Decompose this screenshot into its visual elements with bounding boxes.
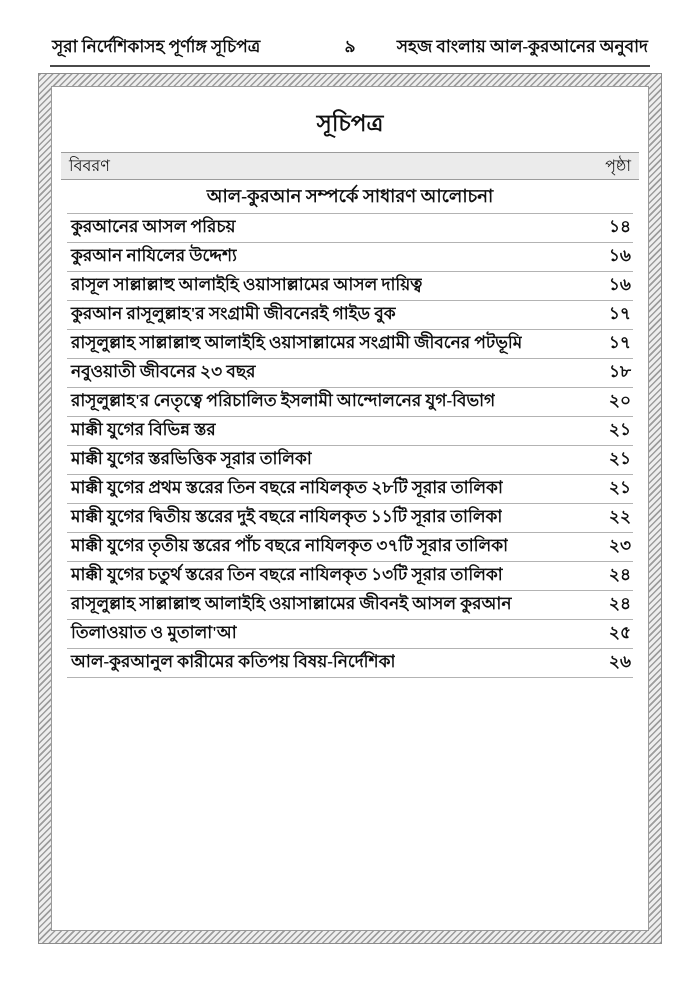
toc-entry-row xyxy=(67,388,633,417)
toc-entry-row xyxy=(67,620,633,649)
toc-entry-page: ২৫ xyxy=(608,623,631,642)
toc-entry-page: ১৭ xyxy=(608,333,631,352)
toc-entry-label: কুরআন নাযিলের উদ্দেশ্য xyxy=(71,246,237,265)
toc-entry-label: মাক্কী যুগের দ্বিতীয় স্তরের দুই বছরে নাযিলকৃত ১১টি সূরার তালিকা xyxy=(71,507,503,526)
column-description-label: বিবরণ xyxy=(69,157,110,175)
toc-entry-row xyxy=(67,301,633,330)
column-page-label: পৃষ্ঠা xyxy=(605,157,631,175)
toc-entry-row xyxy=(67,504,633,533)
toc-entry-label: মাক্কী যুগের প্রথম স্তরের তিন বছরে নাযিলকৃত ২৮টি সূরার তালিকা xyxy=(71,478,503,497)
toc-entry-row xyxy=(67,330,633,359)
toc-entry-label: মাক্কী যুগের স্তরভিত্তিক সূরার তালিকা xyxy=(71,449,312,468)
toc-entry-label: তিলাওয়াত ও মুতালা'আ xyxy=(71,623,237,642)
toc-section-heading: আল-কুরআন সম্পর্কে সাধারণ আলোচনা xyxy=(206,186,494,206)
decorative-border-frame xyxy=(38,73,662,944)
header-divider-rule xyxy=(50,65,650,67)
toc-entry-page: ২২ xyxy=(608,507,631,526)
toc-entry-page: ২১ xyxy=(608,478,631,497)
toc-entry-page: ২৪ xyxy=(608,565,631,584)
toc-entry-row xyxy=(67,446,633,475)
toc-entry-page: ২৬ xyxy=(608,652,631,671)
toc-entry-label: মাক্কী যুগের চতুর্থ স্তরের তিন বছরে নাযিলকৃত ১৩টি সূরার তালিকা xyxy=(71,565,503,584)
toc-entry-row xyxy=(67,272,633,301)
toc-entry-page: ২১ xyxy=(608,449,631,468)
toc-entry-label: আল-কুরআনুল কারীমের কতিপয় বিষয়-নির্দেশিকা xyxy=(71,652,396,671)
toc-entry-label: রাসূলুল্লাহ সাল্লাল্লাহু আলাইহি ওয়াসাল্লামের জীবনই আসল কুরআন xyxy=(71,594,512,613)
toc-entry-label: নবুওয়াতী জীবনের ২৩ বছর xyxy=(71,362,256,381)
toc-entry-label: রাসূলুল্লাহ সাল্লাল্লাহু আলাইহি ওয়াসাল্লামের সংগ্রামী জীবনের পটভূমি xyxy=(71,333,523,352)
content-area xyxy=(51,86,649,931)
header-right-title: সহজ বাংলায় আল-কুরআনের অনুবাদ xyxy=(396,37,648,56)
toc-entry-page: ২১ xyxy=(608,420,631,439)
toc-entry-label: মাক্কী যুগের তৃতীয় স্তরের পাঁচ বছরে নাযিলকৃত ৩৭টি সূরার তালিকা xyxy=(71,536,509,555)
toc-entry-row xyxy=(67,533,633,562)
toc-entry-page: ১৮ xyxy=(608,362,631,381)
toc-entry-label: কুরআনের আসল পরিচয় xyxy=(71,217,236,236)
toc-column-header-row xyxy=(61,152,639,180)
toc-entry-row xyxy=(67,591,633,620)
toc-entry-row xyxy=(67,417,633,446)
toc-entry-row xyxy=(67,243,633,272)
toc-entry-page: ২৪ xyxy=(608,594,631,613)
toc-entry-label: রাসূলুল্লাহ'র নেতৃত্বে পরিচালিত ইসলামী আন্দোলনের যুগ-বিভাগ xyxy=(71,391,496,410)
toc-list xyxy=(67,213,633,678)
toc-entry-row xyxy=(67,214,633,243)
header-left-title: সূরা নির্দেশিকাসহ পূর্ণাঙ্গ সূচিপত্র xyxy=(52,37,261,56)
toc-entry-label: কুরআন রাসূলুল্লাহ'র সংগ্রামী জীবনেরই গাইড বুক xyxy=(71,304,396,323)
toc-entry-page: ২০ xyxy=(608,391,631,410)
header-page-number: ৯ xyxy=(344,37,356,56)
toc-entry-page: ১৬ xyxy=(608,246,631,265)
toc-entry-label: মাক্কী যুগের বিভিন্ন স্তর xyxy=(71,420,216,439)
toc-entry-page: ১৬ xyxy=(608,275,631,294)
toc-entry-row xyxy=(67,649,633,678)
toc-entry-label: রাসূল সাল্লাল্লাহু আলাইহি ওয়াসাল্লামের আসল দায়িত্ব xyxy=(71,275,423,294)
toc-entry-row xyxy=(67,475,633,504)
toc-entry-page: ১৭ xyxy=(608,304,631,323)
toc-entry-page: ২৩ xyxy=(608,536,631,555)
toc-title: সূচিপত্র xyxy=(316,111,384,136)
running-header xyxy=(52,34,648,60)
toc-entry-row xyxy=(67,359,633,388)
toc-entry-page: ১৪ xyxy=(608,217,631,236)
toc-entry-row xyxy=(67,562,633,591)
